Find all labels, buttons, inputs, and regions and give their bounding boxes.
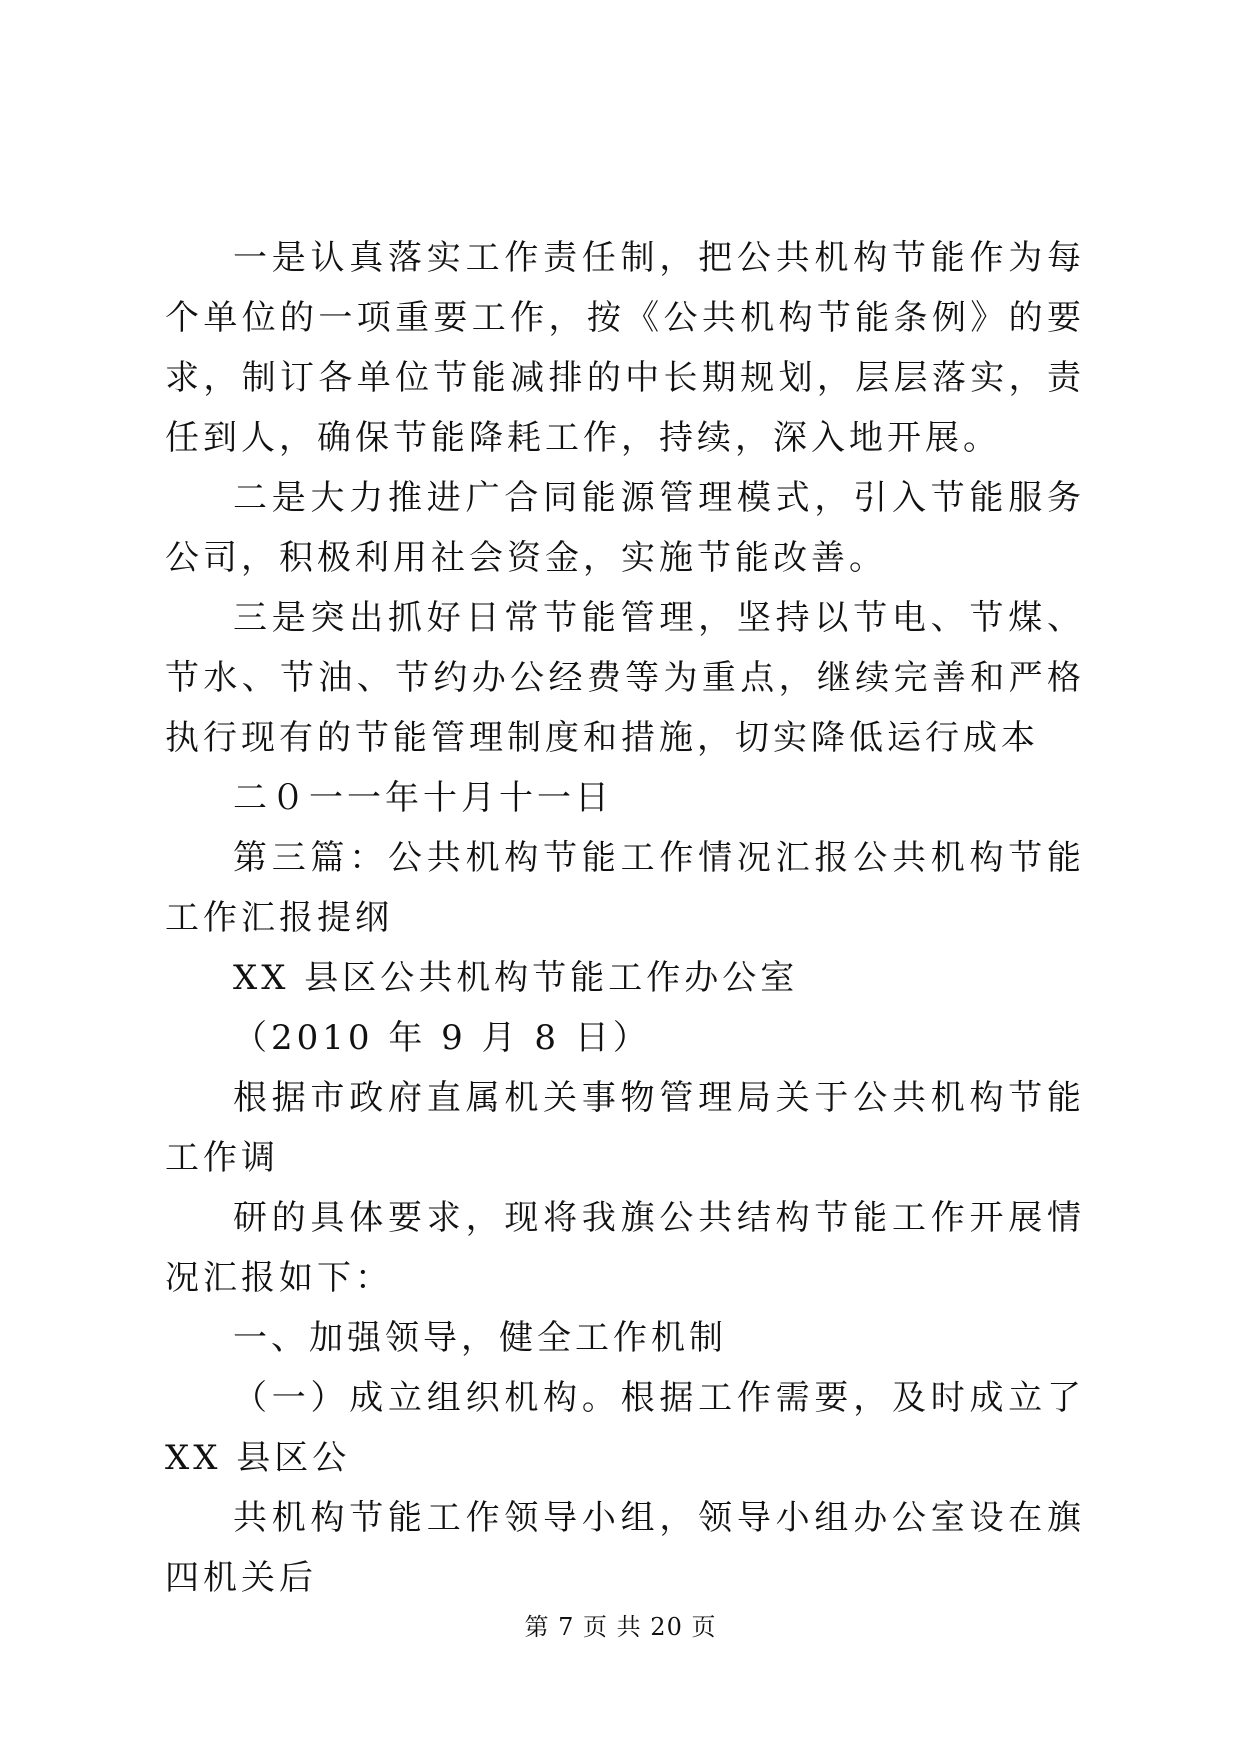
paragraph-energy-management-model: 二是大力推进广合同能源管理模式，引入节能服务公司，积极利用社会资金，实施节能改善。 — [165, 478, 1085, 578]
section-title-part-three: 第三篇：公共机构节能工作情况汇报公共机构节能工作汇报提纲 — [165, 838, 1085, 938]
paragraph-date: 二０一一年十月十一日 — [233, 778, 613, 818]
paragraph-establish-organization: （一）成立组织机构。根据工作需要，及时成立了 XX 县区公 — [165, 1378, 1085, 1478]
office-name: XX 县区公共机构节能工作办公室 — [233, 958, 799, 998]
paragraph-leadership-group: 共机构节能工作领导小组，领导小组办公室设在旗四机关后 — [165, 1498, 1085, 1598]
page-number-footer: 第 7 页 共 20 页 — [524, 1613, 717, 1641]
paragraph-daily-management: 三是突出抓好日常节能管理，坚持以节电、节煤、节水、节油、节约办公经费等为重点，继续完善和严格执行现有的节能管理制度和措施，切实降低运行成本 — [165, 598, 1085, 758]
heading-strengthen-leadership: 一、加强领导，健全工作机制 — [233, 1318, 727, 1358]
document-body — [165, 228, 1085, 1608]
paragraph-responsibility: 一是认真落实工作责任制，把公共机构节能作为每个单位的一项重要工作，按《公共机构节能条例》的要求，制订各单位节能减排的中长期规划，层层落实，责任到人，确保节能降耗工作，持续，深入地开展。 — [165, 238, 1085, 458]
report-date: （2010 年 9 月 8 日） — [233, 1018, 651, 1058]
paragraph-intro-line-2: 研的具体要求，现将我旗公共结构节能工作开展情况汇报如下： — [165, 1198, 1085, 1298]
paragraph-intro-line-1: 根据市政府直属机关事物管理局关于公共机构节能工作调 — [165, 1078, 1085, 1178]
